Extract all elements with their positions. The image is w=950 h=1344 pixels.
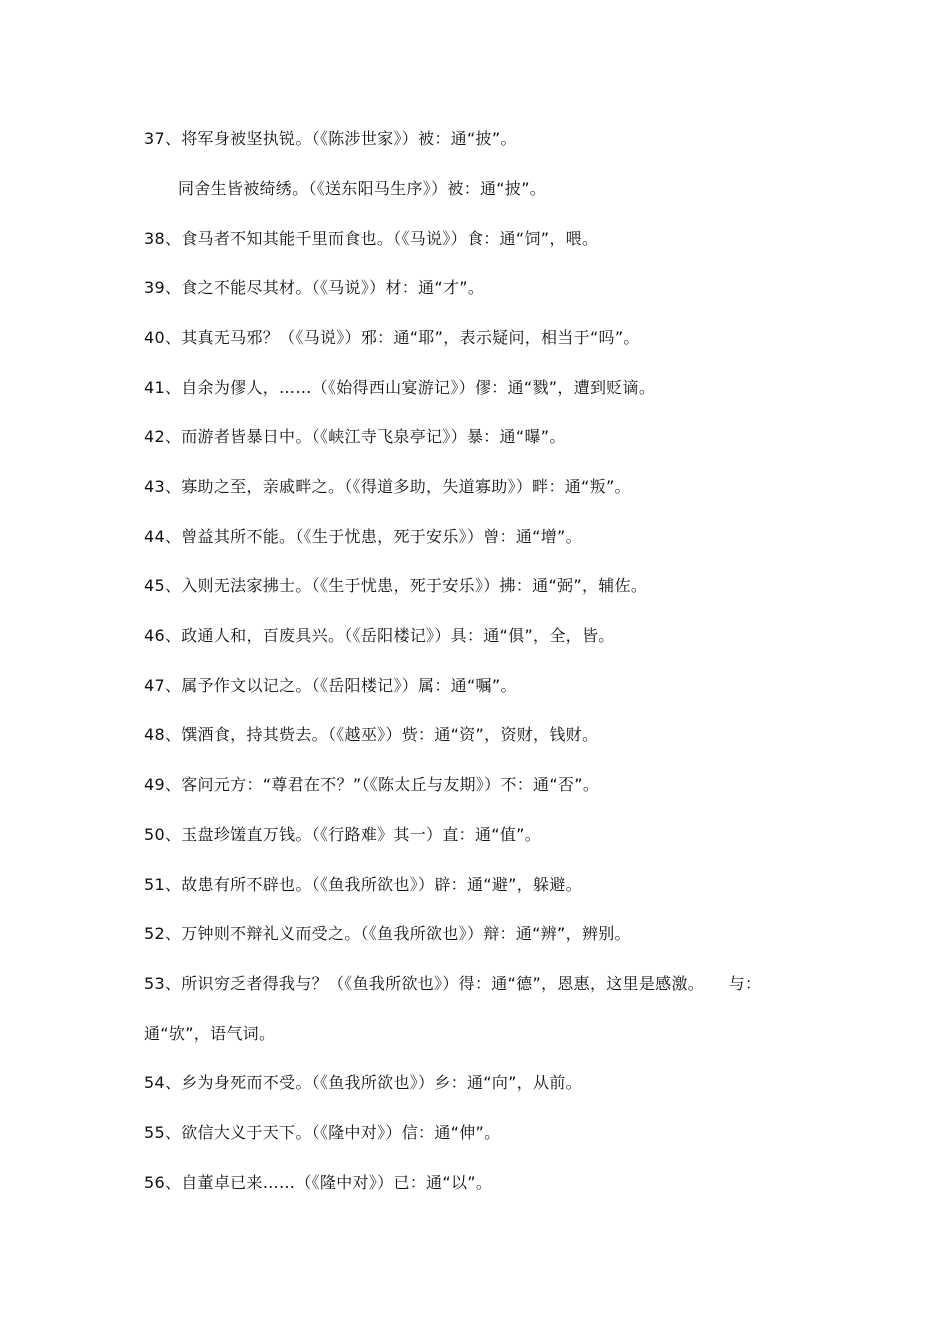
entry-50: 50、玉盘珍馐直万钱。（《行路难》其一）直：通“值”。 [144,825,542,844]
entry-47: 47、属予作文以记之。（《岳阳楼记》）属：通“嘱”。 [144,676,517,695]
entry-42: 42、而游者皆暴日中。（《峡江寺飞泉亭记》）暴：通“曝”。 [144,427,566,446]
entry-43: 43、寡助之至，亲戚畔之。（《得道多助，失道寡助》）畔：通“叛”。 [144,477,631,496]
entry-55: 55、欲信大义于天下。（《隆中对》）信：通“伸”。 [144,1123,501,1142]
entry-45: 45、入则无法家拂士。（《生于忧患，死于安乐》）拂：通“弼”，辅佐。 [144,576,648,595]
entry-49: 49、客问元方：“尊君在不？”（《陈太丘与友期》）不：通“否”。 [144,775,600,794]
entry-37-example-2: 同舍生皆被绮绣。（《送东阳马生序》）被：通“披”。 [178,179,547,198]
entry-41: 41、自余为僇人，……（《始得西山宴游记》）僇：通“戮”，遭到贬谪。 [144,378,656,397]
entry-40: 40、其真无马邪？（《马说》）邪：通“耶”，表示疑问，相当于“吗”。 [144,328,640,347]
entry-56: 56、自董卓已来……（《隆中对》）已：通“以”。 [144,1173,493,1192]
entry-54: 54、乡为身死而不受。（《鱼我所欲也》）乡：通“向”，从前。 [144,1073,582,1092]
entry-53: 53、所识穷乏者得我与？（《鱼我所欲也》）得：通“德”，恩惠，这里是感激。 与： [144,974,762,993]
entry-46: 46、政通人和，百废具兴。（《岳阳楼记》）具：通“俱”，全，皆。 [144,626,615,645]
entry-44: 44、曾益其所不能。（《生于忧患，死于安乐》）曾：通“增”。 [144,527,582,546]
entry-52: 52、万钟则不辩礼义而受之。（《鱼我所欲也》）辩：通“辨”，辨别。 [144,924,631,943]
entry-39: 39、食之不能尽其材。（《马说》）材：通“才”。 [144,278,485,297]
entry-53-continued: 通“欤”，语气词。 [144,1024,276,1043]
entry-37: 37、将军身被坚执锐。（《陈涉世家》）被：通“披”。 [144,129,517,148]
entry-48: 48、馔酒食，持其赀去。（《越巫》）赀：通“资”，资财，钱财。 [144,725,599,744]
entry-38: 38、食马者不知其能千里而食也。（《马说》）食：通“饲”，喂。 [144,229,599,248]
entry-51: 51、故患有所不辟也。（《鱼我所欲也》）辟：通“避”，躲避。 [144,875,582,894]
